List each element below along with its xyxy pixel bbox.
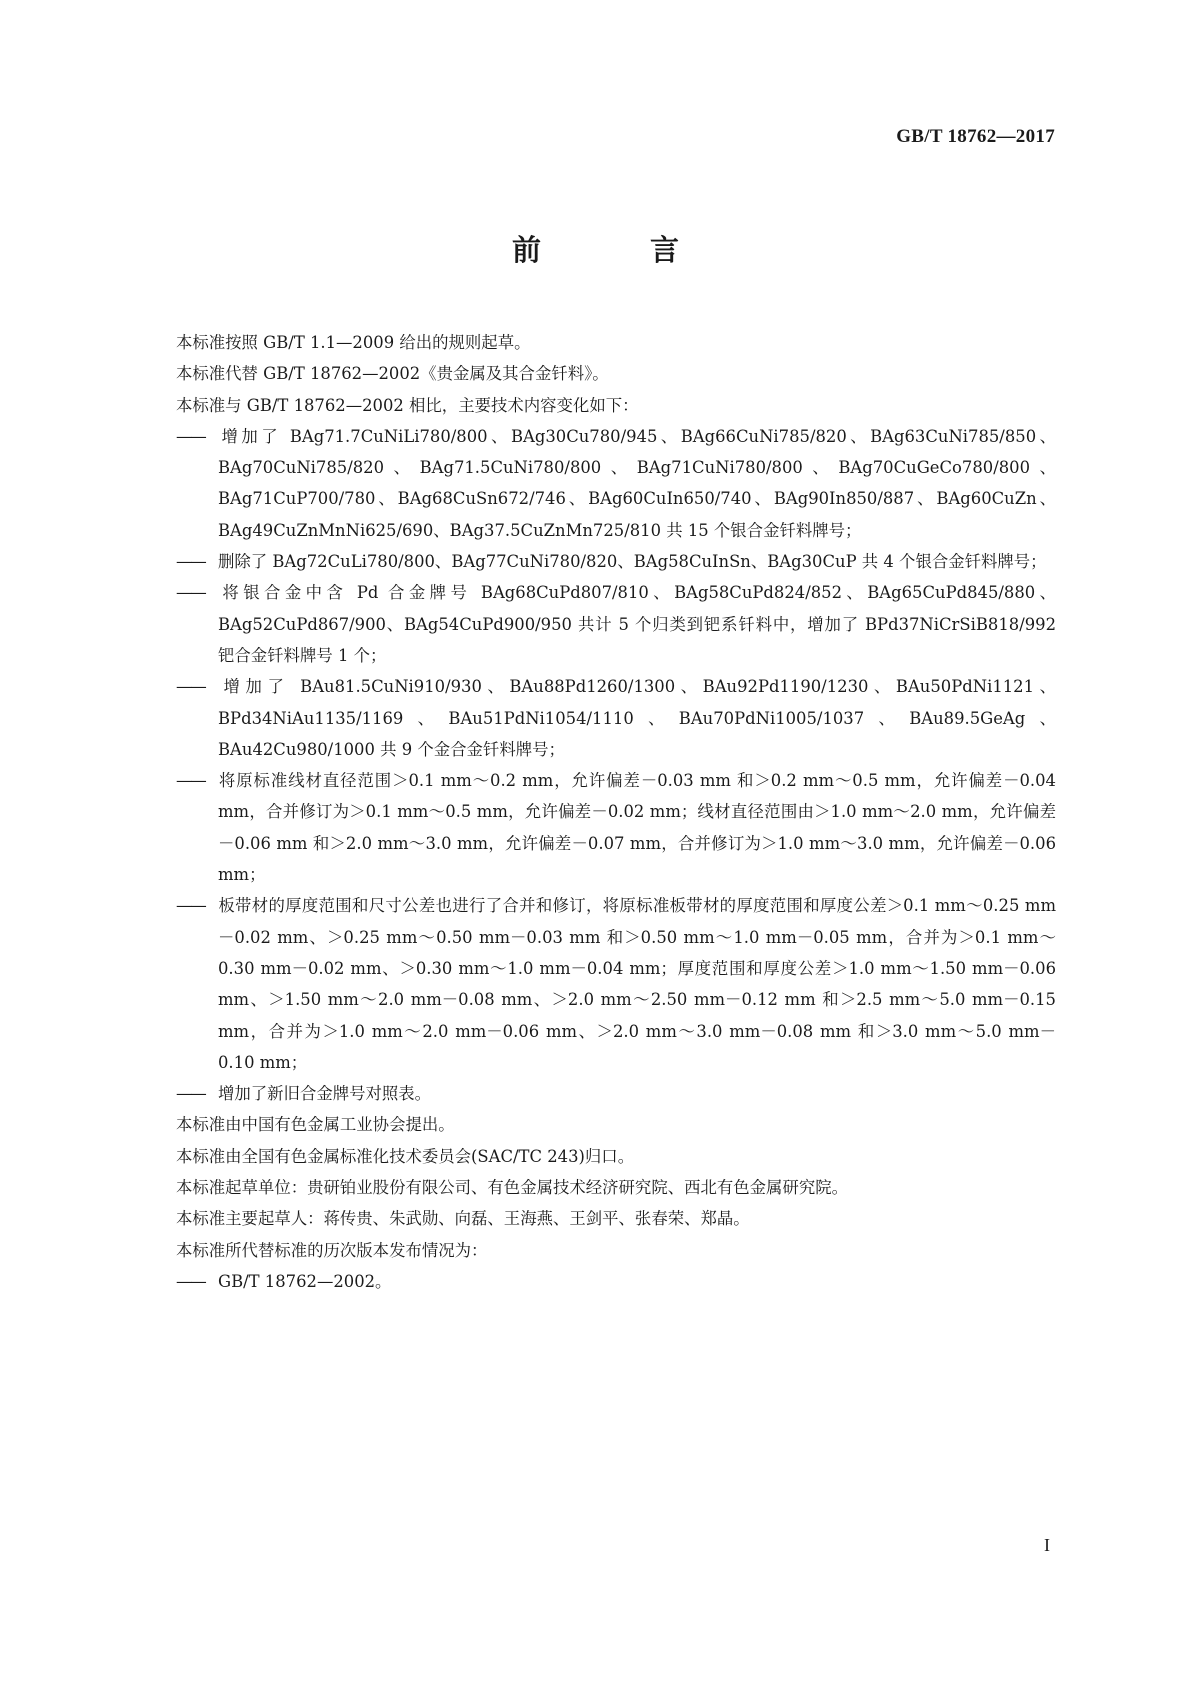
change-text: 板带材的厚度范围和尺寸公差也进行了合并和修订，将原标准板带材的厚度范围和厚度公差＞0.1 mm～0.25 mm－0.02 mm、＞0.25 mm～0.50 mm－0.03 mm 和＞0.50 mm～1.0 mm－0.05 mm，合并为＞0.1 mm～0.30 mm－0.02 mm、＞0.30 mm～1.0 mm－0.04 mm；厚度范围和厚度公差＞1.0 mm～1.50 mm－0.06 mm、＞1.50 mm～2.0 mm－0.08 mm、＞2.0 mm～2.50 mm－0.12 mm 和＞2.5 mm～5.0 mm－0.15 mm，合并为＞1.0 mm～2.0 mm－0.06 mm、＞2.0 mm～3.0 mm－0.08 mm 和＞3.0 mm～5.0 mm－0.10 mm； [218,896,1056,1072]
drafting-rules-statement: 本标准按照 GB/T 1.1—2009 给出的规则起草。 [176,333,531,352]
change-text: 增加了 BAu81.5CuNi910/930、BAu88Pd1260/1300、BAu92Pd1190/1230、BAu50PdNi1121、BPd34NiAu1135/1169、BAu51PdNi1054/1110、BAu70PdNi1005/1037、BAu89.5GeAg、BAu42Cu980/1000 共 9 个金合金钎料牌号； [218,677,1056,759]
dash-marker: —— [176,896,205,916]
change-item [176,765,1056,890]
history-item [176,1266,1056,1297]
dash-marker: —— [176,552,205,572]
change-item [176,890,1056,1078]
committee-statement: 本标准由全国有色金属标准化技术委员会(SAC/TC 243)归口。 [176,1146,635,1166]
history-text: GB/T 18762—2002。 [218,1271,392,1291]
replacement-statement: 本标准代替 GB/T 18762—2002《贵金属及其合金钎料》。 [176,364,609,384]
change-text: 将银合金中含 Pd 合金牌号 BAg68CuPd807/810、BAg58CuPd824/852、BAg65CuPd845/880、BAg52CuPd867/900、BAg54CuPd900/950 共计 5 个归类到钯系钎料中，增加了 BPd37NiCrSiB818/992 钯合金钎料牌号 1 个； [218,583,1056,665]
dash-marker: —— [176,426,205,446]
proposer-statement: 本标准由中国有色金属工业协会提出。 [176,1115,455,1135]
change-item [176,577,1056,671]
change-item [176,1078,1056,1109]
change-item [176,671,1056,765]
drafting-units: 本标准起草单位：贵研铂业股份有限公司、有色金属技术经济研究院、西北有色金属研究院。 [176,1178,849,1198]
dash-marker: —— [176,1084,205,1104]
dash-marker: —— [176,583,205,603]
history-intro: 本标准所代替标准的历次版本发布情况为： [176,1240,488,1260]
preface-body [176,327,1056,1297]
change-text: 增加了 BAg71.7CuNiLi780/800、BAg30Cu780/945、BAg66CuNi785/820、BAg63CuNi785/850、BAg70CuNi785/820、BAg71.5CuNi780/800、BAg71CuNi780/800、BAg70CuGeCo780/800、BAg71CuP700/780、BAg68CuSn672/746、BAg60CuIn650/740、BAg90In850/887、BAg60CuZn、BAg49CuZnMnNi625/690、BAg37.5CuZnMn725/810 共 15 个银合金钎料牌号； [218,426,1056,540]
change-text: 增加了新旧合金牌号对照表。 [218,1084,432,1104]
changes-intro: 本标准与 GB/T 18762—2002 相比，主要技术内容变化如下： [176,395,639,415]
change-text: 删除了 BAg72CuLi780/800、BAg77CuNi780/820、BAg58CuInSn、BAg30CuP 共 4 个银合金钎料牌号； [218,552,1047,572]
change-item [176,421,1056,546]
dash-marker: —— [176,771,205,791]
dash-marker: —— [176,1271,205,1291]
drafters: 本标准主要起草人：蒋传贵、朱武勋、向磊、王海燕、王剑平、张春荣、郑晶。 [176,1209,750,1229]
change-item [176,546,1056,577]
page-title: 前 言 [511,233,719,267]
dash-marker: —— [176,677,205,697]
change-text: 将原标准线材直径范围＞0.1 mm～0.2 mm，允许偏差－0.03 mm 和＞0.2 mm～0.5 mm，允许偏差－0.04 mm，合并修订为＞0.1 mm～0.5 mm，允许偏差－0.02 mm；线材直径范围由＞1.0 mm～2.0 mm，允许偏差－0.06 mm 和＞2.0 mm～3.0 mm，允许偏差－0.07 mm，合并修订为＞1.0 mm～3.0 mm，允许偏差－0.06 mm； [218,771,1056,885]
page-number: I [1044,1535,1050,1555]
standard-code: GB/T 18762—2017 [896,126,1055,147]
